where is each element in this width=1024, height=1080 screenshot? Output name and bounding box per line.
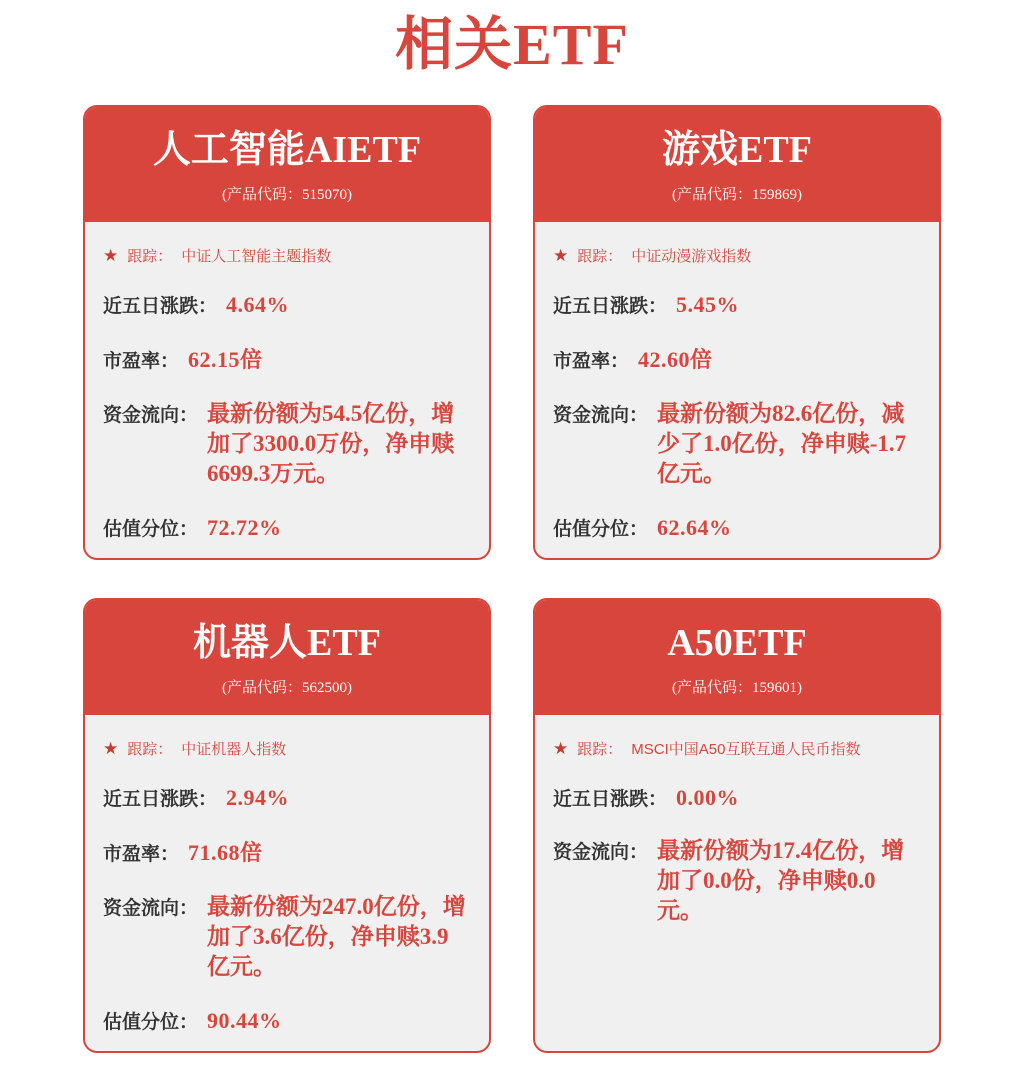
five-day-change-row bbox=[535, 759, 939, 811]
etf-name: 机器人ETF bbox=[193, 621, 381, 664]
valuation-percentile-value: 62.64% bbox=[657, 515, 732, 541]
five-day-change-value: 4.64% bbox=[226, 292, 290, 318]
five-day-change-value: 0.00% bbox=[676, 785, 740, 811]
fund-flow-label: 资金流向： bbox=[103, 898, 199, 920]
track-row bbox=[535, 222, 939, 266]
product-code: (产品代码：159869) bbox=[672, 187, 802, 204]
five-day-change-value: 5.45% bbox=[676, 292, 740, 318]
pe-ratio-row bbox=[85, 811, 489, 867]
fund-flow-value: 最新份额为247.0亿份，增加了3.6亿份，净申赎3.9亿元。 bbox=[207, 894, 466, 980]
etf-card-robot bbox=[83, 598, 491, 1053]
five-day-change-row bbox=[535, 266, 939, 318]
track-label: 跟踪： bbox=[577, 741, 623, 759]
track-label: 跟踪： bbox=[127, 248, 173, 266]
pe-ratio-label: 市盈率： bbox=[553, 351, 630, 373]
five-day-change-row bbox=[85, 266, 489, 318]
track-row bbox=[85, 715, 489, 759]
page-title: 相关ETF bbox=[395, 12, 629, 77]
star-icon: ★ bbox=[103, 739, 119, 759]
pe-ratio-row bbox=[85, 318, 489, 374]
etf-card-game bbox=[533, 105, 941, 560]
track-label: 跟踪： bbox=[127, 741, 173, 759]
pe-ratio-label: 市盈率： bbox=[103, 844, 180, 866]
fund-flow-value: 最新份额为54.5亿份，增加了3300.0万份，净申赎6699.3万元。 bbox=[207, 401, 455, 487]
pe-ratio-value: 42.60倍 bbox=[638, 347, 713, 373]
valuation-percentile-label: 估值分位： bbox=[553, 519, 649, 541]
valuation-percentile-label: 估值分位： bbox=[103, 1012, 199, 1034]
five-day-change-value: 2.94% bbox=[226, 785, 290, 811]
five-day-change-label: 近五日涨跌： bbox=[103, 789, 218, 811]
etf-name: A50ETF bbox=[667, 621, 807, 664]
five-day-change-label: 近五日涨跌： bbox=[553, 789, 668, 811]
etf-card-a50 bbox=[533, 598, 941, 1053]
fund-flow-row bbox=[85, 374, 489, 489]
etf-card-aietf bbox=[83, 105, 491, 560]
etf-card-grid bbox=[0, 105, 1024, 1053]
card-header bbox=[535, 107, 939, 223]
fund-flow-label: 资金流向： bbox=[553, 842, 649, 864]
fund-flow-label: 资金流向： bbox=[553, 405, 649, 427]
pe-ratio-label: 市盈率： bbox=[103, 351, 180, 373]
card-header bbox=[535, 600, 939, 716]
etf-name: 游戏ETF bbox=[662, 128, 812, 171]
product-code: (产品代码：515070) bbox=[222, 187, 352, 204]
five-day-change-row bbox=[85, 759, 489, 811]
fund-flow-row bbox=[85, 867, 489, 982]
fund-flow-value: 最新份额为17.4亿份，增加了0.0份，净申赎0.0元。 bbox=[657, 838, 905, 924]
etf-name: 人工智能AIETF bbox=[152, 128, 422, 171]
track-index: MSCI中国A50互联互通人民币指数 bbox=[631, 741, 861, 759]
pe-ratio-value: 71.68倍 bbox=[188, 840, 263, 866]
track-index: 中证人工智能主题指数 bbox=[181, 248, 332, 266]
star-icon: ★ bbox=[553, 246, 569, 266]
fund-flow-row bbox=[535, 374, 939, 489]
track-index: 中证动漫游戏指数 bbox=[631, 248, 752, 266]
valuation-percentile-row bbox=[535, 489, 939, 541]
product-code: (产品代码：159601) bbox=[672, 680, 802, 697]
product-code: (产品代码：562500) bbox=[222, 680, 352, 697]
track-label: 跟踪： bbox=[577, 248, 623, 266]
fund-flow-label: 资金流向： bbox=[103, 405, 199, 427]
card-header bbox=[85, 600, 489, 716]
five-day-change-label: 近五日涨跌： bbox=[103, 296, 218, 318]
track-row bbox=[535, 715, 939, 759]
valuation-percentile-value: 72.72% bbox=[207, 515, 282, 541]
track-index: 中证机器人指数 bbox=[181, 741, 287, 759]
valuation-percentile-row bbox=[85, 982, 489, 1034]
five-day-change-label: 近五日涨跌： bbox=[553, 296, 668, 318]
valuation-percentile-value: 90.44% bbox=[207, 1008, 282, 1034]
card-header bbox=[85, 107, 489, 223]
fund-flow-value: 最新份额为82.6亿份，减少了1.0亿份，净申赎-1.7亿元。 bbox=[657, 401, 907, 487]
valuation-percentile-row bbox=[85, 489, 489, 541]
fund-flow-row bbox=[535, 811, 939, 926]
star-icon: ★ bbox=[103, 246, 119, 266]
valuation-percentile-label: 估值分位： bbox=[103, 519, 199, 541]
pe-ratio-value: 62.15倍 bbox=[188, 347, 263, 373]
star-icon: ★ bbox=[553, 739, 569, 759]
track-row bbox=[85, 222, 489, 266]
pe-ratio-row bbox=[535, 318, 939, 374]
